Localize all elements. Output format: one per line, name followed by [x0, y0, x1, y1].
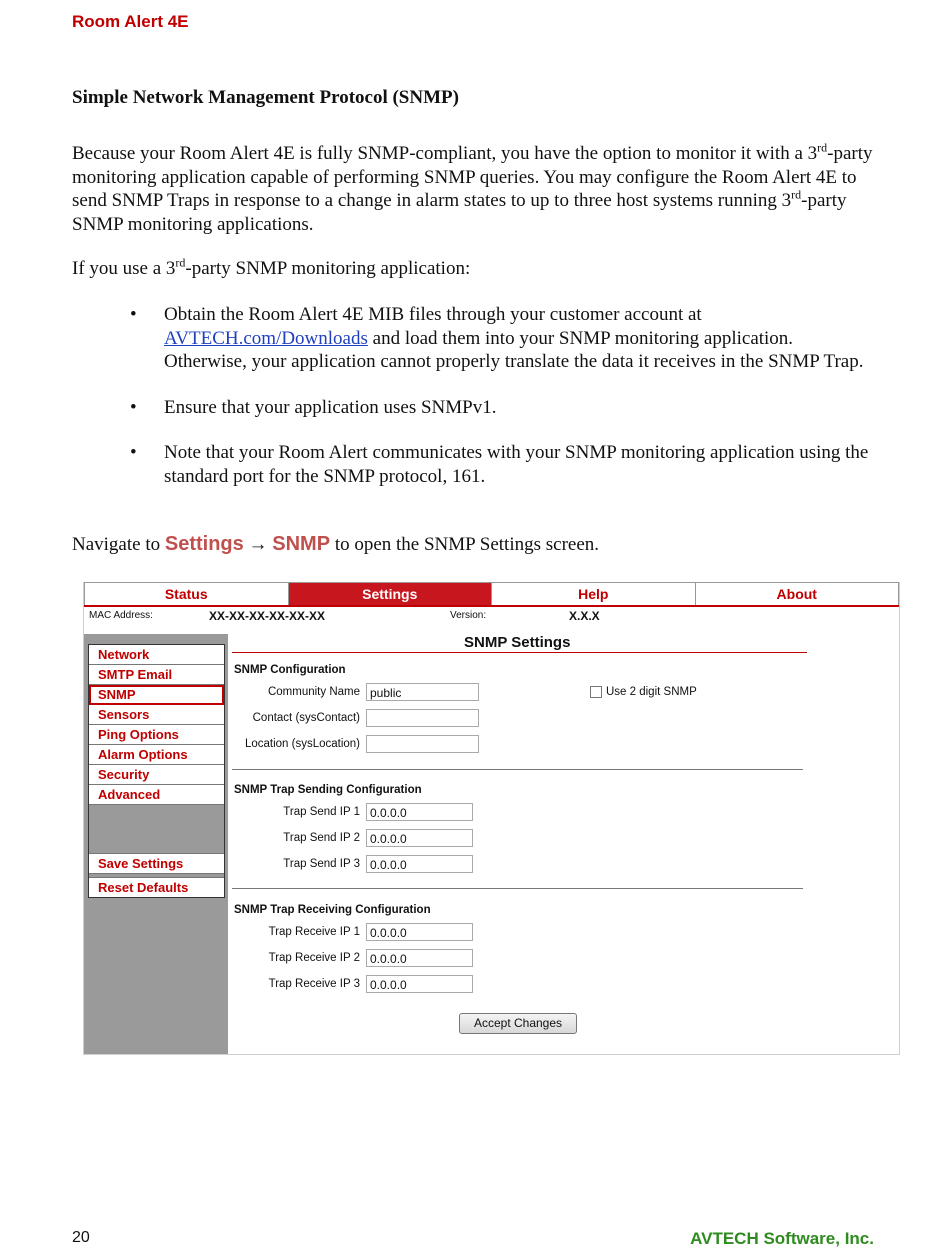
community-name-input[interactable]: public	[366, 683, 479, 701]
location-input[interactable]	[366, 735, 479, 753]
text: Because your Room Alert 4E is fully SNMP-compliant, you have the option to monitor it with a 3	[72, 143, 818, 164]
sidebar	[84, 634, 228, 1054]
page-title: SNMP Settings	[464, 634, 571, 651]
running-header: Room Alert 4E	[72, 12, 189, 31]
text: -party SNMP monitoring applications.	[72, 190, 847, 235]
superscript: rd	[175, 255, 186, 270]
superscript: rd	[791, 187, 802, 202]
version-label: Version:	[450, 610, 487, 621]
bullet-icon: •	[130, 396, 137, 418]
section-divider	[232, 888, 803, 889]
community-name-label: Community Name	[267, 686, 360, 698]
section-heading: Simple Network Management Protocol (SNMP)	[72, 87, 459, 108]
sidebar-item-alarm-options[interactable]: Alarm Options	[89, 745, 224, 765]
accept-changes-button[interactable]: Accept Changes	[459, 1013, 577, 1034]
footer-company: AVTECH Software, Inc.	[690, 1229, 874, 1248]
trap-send-ip-2-input[interactable]: 0.0.0.0	[366, 829, 473, 847]
bullet-item	[130, 303, 870, 374]
text: Note that your Room Alert communicates with your SNMP monitoring application using the standard port for the SNMP protocol, 161.	[164, 442, 869, 487]
snmp-config-heading: SNMP Configuration	[234, 664, 346, 676]
text: Ensure that your application uses SNMPv1.	[164, 396, 497, 418]
trap-send-ip-1-input[interactable]: 0.0.0.0	[366, 803, 473, 821]
tab-help[interactable]: Help	[492, 583, 696, 605]
usage-paragraph	[72, 257, 882, 281]
sidebar-menu	[88, 644, 225, 898]
trap-receive-ip-2-input[interactable]: 0.0.0.0	[366, 949, 473, 967]
contact-label: Contact (sysContact)	[252, 712, 360, 724]
tab-about[interactable]: About	[696, 583, 900, 605]
trap-send-ip-3-input[interactable]: 0.0.0.0	[366, 855, 473, 873]
location-label: Location (sysLocation)	[244, 738, 360, 750]
text: and load them into your SNMP monitoring application. Otherwise, your application cannot properly translate the data it receives in the SNMP Trap.	[164, 327, 864, 373]
trap-send-heading: SNMP Trap Sending Configuration	[234, 784, 422, 796]
sidebar-item-sensors[interactable]: Sensors	[89, 705, 224, 725]
trap-receive-ip-1-label: Trap Receive IP 1	[268, 926, 360, 938]
text: Obtain the Room Alert 4E MIB files through your customer account at	[164, 304, 702, 325]
tab-bar	[84, 582, 899, 607]
intro-paragraph	[72, 142, 882, 236]
tab-settings[interactable]: Settings	[289, 583, 493, 605]
trap-send-ip-2-label: Trap Send IP 2	[283, 832, 360, 844]
text: to open the SNMP Settings screen.	[330, 534, 600, 555]
bullet-list	[130, 303, 870, 511]
sidebar-item-security[interactable]: Security	[89, 765, 224, 785]
bullet-item	[130, 396, 870, 420]
bullet-item	[130, 441, 870, 488]
save-settings-button[interactable]: Save Settings	[89, 854, 224, 874]
navigation-instruction	[72, 533, 599, 556]
settings-term: Settings	[164, 533, 244, 555]
mac-label: MAC Address:	[89, 610, 153, 621]
text: If you use a 3	[72, 258, 176, 279]
trap-receive-heading: SNMP Trap Receiving Configuration	[234, 904, 431, 916]
trap-receive-ip-1-input[interactable]: 0.0.0.0	[366, 923, 473, 941]
two-digit-snmp-label: Use 2 digit SNMP	[606, 686, 697, 698]
section-divider	[232, 769, 803, 770]
trap-send-ip-1-label: Trap Send IP 1	[283, 806, 360, 818]
menu-spacer	[89, 805, 224, 854]
downloads-link[interactable]: AVTECH.com/Downloads	[164, 327, 368, 349]
contact-input[interactable]	[366, 709, 479, 727]
text: -party monitoring application capable of performing SNMP queries. You may configure the Room Alert 4E to send SNMP Traps in response to a change in alarm states to up to three host systems running 3	[72, 143, 873, 212]
sidebar-item-ping-options[interactable]: Ping Options	[89, 725, 224, 745]
text: Navigate to	[72, 534, 165, 555]
trap-receive-ip-3-input[interactable]: 0.0.0.0	[366, 975, 473, 993]
tab-status[interactable]: Status	[84, 583, 289, 605]
version-value: X.X.X	[569, 609, 600, 623]
snmp-settings-screenshot	[83, 582, 900, 1055]
trap-receive-ip-3-label: Trap Receive IP 3	[268, 978, 360, 990]
superscript: rd	[817, 140, 828, 155]
two-digit-snmp-checkbox[interactable]	[590, 686, 602, 698]
sidebar-item-network[interactable]: Network	[89, 645, 224, 665]
sidebar-item-snmp[interactable]: SNMP	[89, 685, 224, 705]
reset-defaults-button[interactable]: Reset Defaults	[89, 878, 224, 897]
arrow-icon: →	[248, 534, 268, 555]
trap-receive-ip-2-label: Trap Receive IP 2	[268, 952, 360, 964]
trap-send-ip-3-label: Trap Send IP 3	[283, 858, 360, 870]
text: -party SNMP monitoring application:	[185, 258, 471, 279]
snmp-term: SNMP	[272, 533, 331, 555]
title-divider	[232, 652, 807, 653]
sidebar-item-smtp-email[interactable]: SMTP Email	[89, 665, 224, 685]
bullet-icon: •	[130, 442, 137, 464]
page-number: 20	[72, 1229, 90, 1246]
mac-value: XX-XX-XX-XX-XX-XX	[209, 609, 326, 623]
sidebar-item-advanced[interactable]: Advanced	[89, 785, 224, 805]
bullet-icon: •	[130, 304, 137, 325]
